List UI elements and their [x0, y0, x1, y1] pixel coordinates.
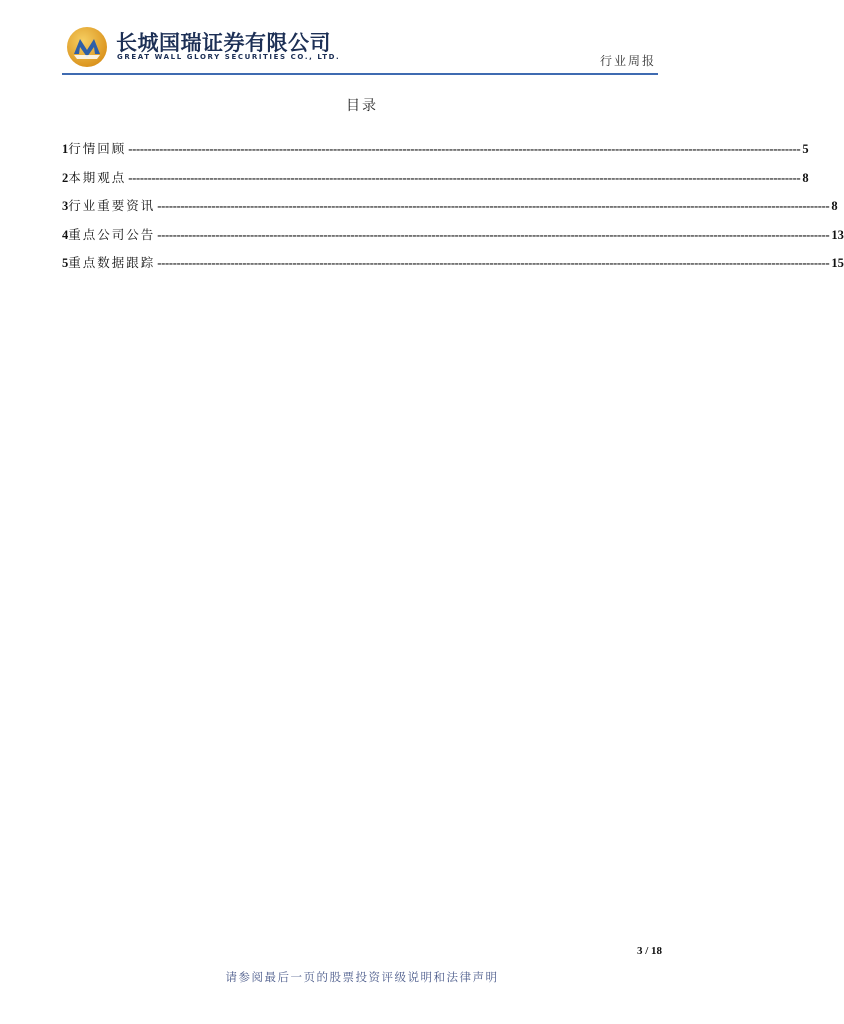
toc-entry-number: 5	[62, 256, 69, 270]
toc-entry[interactable]	[62, 139, 809, 168]
toc-entry-page: 15	[831, 256, 844, 270]
company-logo-icon	[66, 26, 108, 68]
toc-entry-number: 4	[62, 227, 69, 242]
page-header	[62, 22, 658, 78]
toc-entry-title: 行情回顾	[68, 141, 127, 156]
company-name-cn: 长城国瑞证券有限公司	[116, 31, 331, 55]
toc-dot-leader: ------------------------------------------------------------------------------------------------------------------------------------------------------------------------------	[157, 227, 830, 242]
toc-entry[interactable]	[62, 225, 844, 254]
toc-entry[interactable]	[62, 196, 838, 225]
toc-entry-title: 行业重要资讯	[68, 198, 156, 213]
toc-entry-title: 本期观点	[68, 169, 127, 185]
company-name-en: GREAT WALL GLORY SECURITIES CO., LTD.	[117, 53, 341, 61]
toc-title: 目录	[346, 98, 378, 114]
toc-entry[interactable]	[62, 253, 844, 282]
toc-entry-number: 1	[62, 142, 69, 156]
toc-entry[interactable]	[62, 168, 809, 197]
toc-dot-leader: ------------------------------------------------------------------------------------------------------------------------------------------------------------------------------	[128, 142, 801, 156]
header-divider	[62, 73, 658, 75]
toc-entry-number: 3	[62, 199, 69, 213]
toc-entry-title: 重点数据跟踪	[68, 255, 156, 270]
footer-disclaimer: 请参阅最后一页的股票投资评级说明和法律声明	[225, 970, 499, 984]
toc-entry-number: 2	[62, 170, 69, 185]
toc-entry-page: 5	[802, 142, 809, 156]
toc-dot-leader: ------------------------------------------------------------------------------------------------------------------------------------------------------------------------------	[157, 199, 830, 213]
page-number: 3 / 18	[636, 945, 662, 957]
toc-dot-leader: ------------------------------------------------------------------------------------------------------------------------------------------------------------------------------	[128, 170, 801, 185]
toc-entry-page: 13	[831, 227, 844, 242]
toc-entry-page: 8	[802, 170, 809, 185]
toc-entry-title: 重点公司公告	[68, 226, 156, 242]
toc-entry-page: 8	[831, 199, 838, 213]
table-of-contents	[62, 139, 844, 282]
report-type-label: 行业周报	[599, 54, 656, 68]
toc-dot-leader: ------------------------------------------------------------------------------------------------------------------------------------------------------------------------------	[157, 256, 830, 270]
